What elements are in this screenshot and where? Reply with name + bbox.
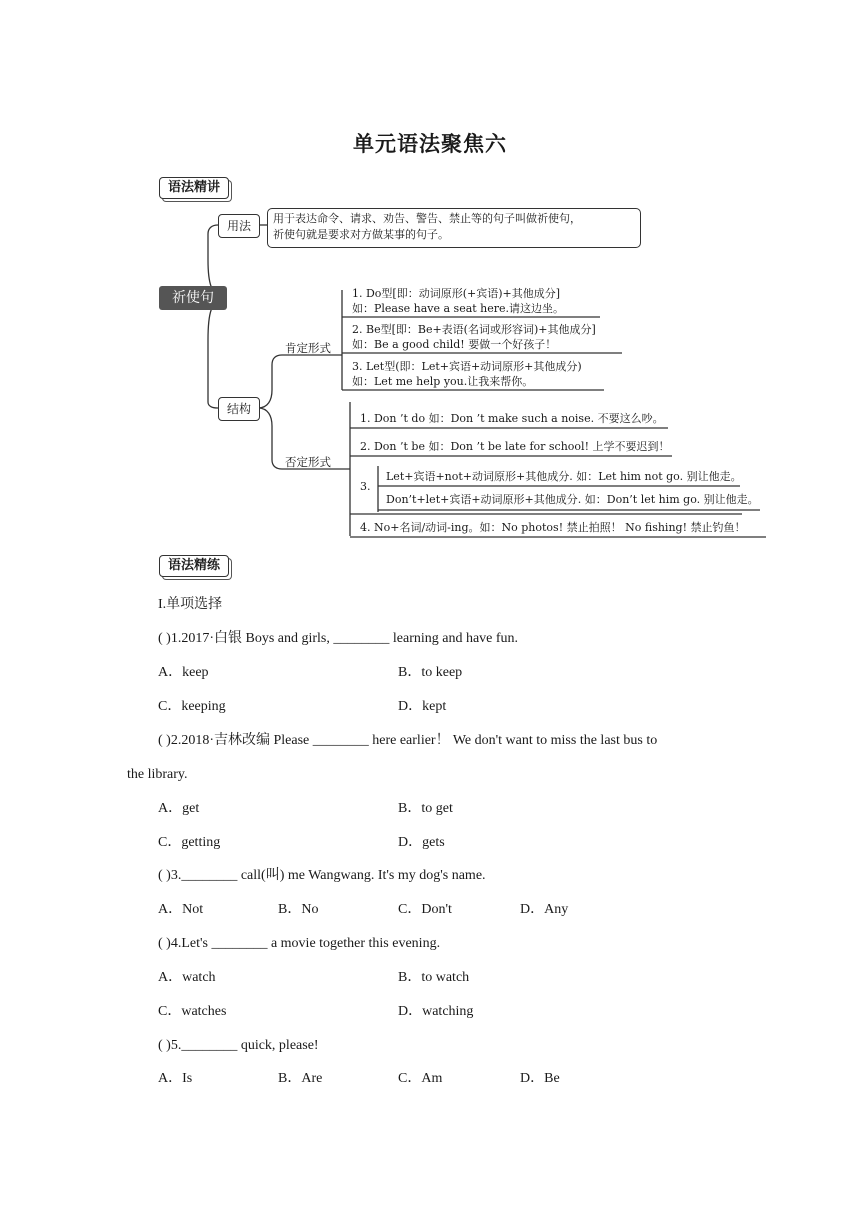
question-5-option-a[interactable]: A．Is (158, 1071, 193, 1086)
question-2-stem-continued: the library. (127, 767, 188, 782)
question-1-option-d[interactable]: D．kept (398, 699, 447, 714)
question-2-stem: ( )2.2018·吉林改编 Please ________ here earlier！ We don't want to miss the last bus to (158, 733, 658, 748)
question-4-option-a[interactable]: A．watch (158, 970, 216, 985)
usage-line-1: 用于表达命令、请求、劝告、警告、禁止等的句子叫做祈使句， (273, 212, 581, 225)
negative-item-3-number: 3. (360, 480, 371, 493)
negative-item-3b: Don’t+let+宾语+动词原形+其他成分. 如：Don’t let him go. 别让他走。 (386, 493, 759, 506)
usage-line-2: 祈使句就是要求对方做某事的句子。 (273, 228, 449, 241)
question-2-option-b[interactable]: B．to get (398, 801, 453, 816)
question-5-stem: ( )5.________ quick, please! (158, 1038, 319, 1053)
mindmap-usage-text (267, 208, 641, 248)
exercise-heading: I.单项选择 (158, 597, 223, 612)
question-1-option-c[interactable]: C．keeping (158, 699, 226, 714)
question-2-option-c[interactable]: C．getting (158, 835, 221, 850)
negative-item-4: 4. No+名词/动词-ing。如：No photos! 禁止拍照！ No fishing! 禁止钓鱼！ (360, 521, 746, 534)
mindmap-structure-node: 结构 (218, 397, 260, 421)
page-title: 单元语法聚焦六 (353, 132, 507, 156)
question-2-option-d[interactable]: D．gets (398, 835, 445, 850)
question-5-option-b[interactable]: B．Are (278, 1071, 323, 1086)
positive-rule-3: 3. Let型(即：Let+宾语+动词原形+其他成分) (352, 360, 582, 373)
negative-item-2: 2. Don ’t be 如：Don ’t be late for school! 上学不要迟到！ (360, 440, 670, 453)
question-5-option-c[interactable]: C．Am (398, 1071, 443, 1086)
negative-form-label: 否定形式 (285, 455, 331, 469)
question-2-option-a[interactable]: A．get (158, 801, 200, 816)
positive-example-3: 如：Let me help you.让我来帮你。 (352, 375, 534, 388)
positive-rule-2: 2. Be型[即：Be+表语(名词或形容词)+其他成分] (352, 323, 596, 336)
negative-item-3a: Let+宾语+not+动词原形+其他成分. 如：Let him not go. 别让他走。 (386, 470, 742, 483)
positive-form-label: 肯定形式 (285, 341, 331, 355)
positive-rule-1: 1. Do型[即：动词原形(+宾语)+其他成分] (352, 287, 561, 300)
section-tag-practice: 语法精练 (159, 555, 229, 577)
question-3-option-d[interactable]: D．Any (520, 902, 569, 917)
positive-example-1: 如：Please have a seat here.请这边坐。 (352, 302, 565, 315)
negative-item-1: 1. Don ’t do 如：Don ’t make such a noise. 不要这么吵。 (360, 412, 664, 425)
question-4-option-c[interactable]: C．watches (158, 1004, 227, 1019)
mindmap-root: 祈使句 (159, 286, 227, 310)
question-1-stem: ( )1.2017·白银 Boys and girls, ________ learning and have fun. (158, 631, 519, 646)
section-tag-lecture: 语法精讲 (159, 177, 229, 199)
positive-example-2: 如：Be a good child! 要做一个好孩子！ (352, 338, 557, 351)
question-3-option-c[interactable]: C．Don't (398, 902, 452, 917)
mindmap-usage-node: 用法 (218, 214, 260, 238)
question-4-stem: ( )4.Let's ________ a movie together this evening. (158, 936, 441, 951)
question-3-stem: ( )3.________ call(叫) me Wangwang. It's my dog's name. (158, 868, 486, 883)
question-5-option-d[interactable]: D．Be (520, 1071, 560, 1086)
question-3-option-a[interactable]: A．Not (158, 902, 204, 917)
question-4-option-b[interactable]: B．to watch (398, 970, 470, 985)
question-1-option-a[interactable]: A．keep (158, 665, 209, 680)
question-3-option-b[interactable]: B．No (278, 902, 319, 917)
question-4-option-d[interactable]: D．watching (398, 1004, 474, 1019)
question-1-option-b[interactable]: B．to keep (398, 665, 463, 680)
